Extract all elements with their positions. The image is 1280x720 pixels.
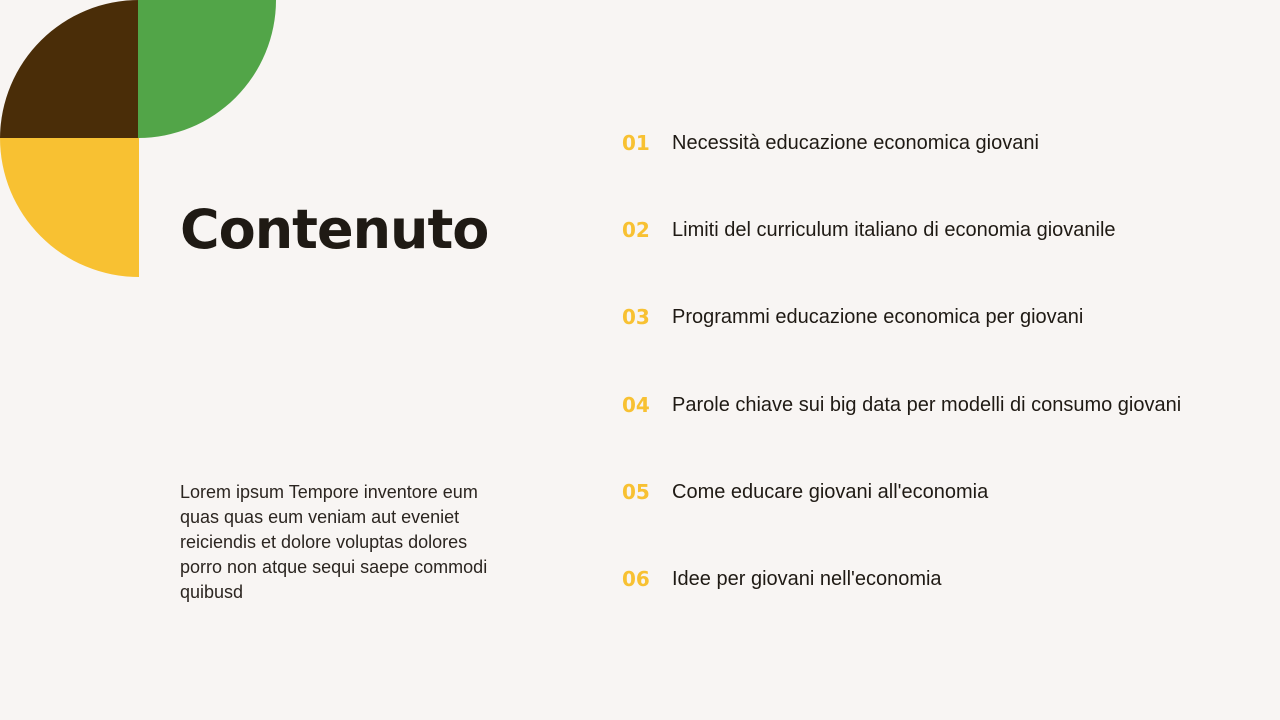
toc-item xyxy=(622,562,1262,649)
toc-item-label: Necessità educazione economica giovani xyxy=(672,132,1039,154)
toc-item-number: 04 xyxy=(622,392,650,417)
toc-item-label: Programmi educazione economica per giovani xyxy=(672,306,1084,329)
toc-item-number: 02 xyxy=(622,218,650,243)
toc-item-label: Idee per giovani nell'economia xyxy=(672,567,942,590)
toc-item-label: Parole chiave sui big data per modelli di consumo giovani xyxy=(672,393,1182,416)
brown-quarter-circle xyxy=(0,0,139,138)
table-of-contents xyxy=(622,126,1262,649)
toc-item xyxy=(622,300,1262,387)
toc-item-label: Come educare giovani all'economia xyxy=(672,480,989,503)
toc-item-number: 05 xyxy=(622,479,650,504)
page-title: Contenuto xyxy=(180,198,489,261)
toc-item-number: 03 xyxy=(622,305,650,330)
toc-item xyxy=(622,213,1262,300)
toc-item-label: Limiti del curriculum italiano di economia giovanile xyxy=(672,219,1116,242)
intro-paragraph: Lorem ipsum Tempore inventore eum quas quas eum veniam aut eveniet reiciendis et dolore voluptas dolores porro non atque sequi saepe commodi quibusd xyxy=(180,482,488,602)
toc-item xyxy=(622,475,1262,562)
green-quarter-circle xyxy=(138,0,276,138)
toc-item xyxy=(622,126,1262,213)
toc-item-number: 06 xyxy=(622,566,650,591)
toc-item-number: 01 xyxy=(622,131,650,155)
toc-item xyxy=(622,388,1262,475)
yellow-quarter-circle xyxy=(0,138,139,277)
